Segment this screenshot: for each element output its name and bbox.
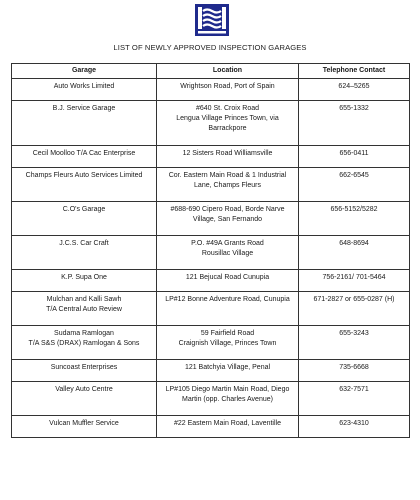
table-row	[12, 360, 410, 382]
column-header-location: Location	[157, 64, 299, 79]
telephone-cell: 662-6545	[299, 168, 410, 202]
table-row	[12, 270, 410, 292]
telephone-cell: 656-0411	[299, 146, 410, 168]
location-cell: 121 Bejucal Road Cunupia	[157, 270, 299, 292]
telephone-cell: 655-3243	[299, 326, 410, 360]
telephone-cell: 632-7571	[299, 382, 410, 416]
column-header-garage: Garage	[12, 64, 157, 79]
telephone-cell: 655-1332	[299, 101, 410, 146]
location-cell: P.O. #49A Grants Road Rousillac Village	[157, 236, 299, 270]
table-row	[12, 101, 410, 146]
column-header-telephone: Telephone Contact	[299, 64, 410, 79]
location-cell: 59 Fairfield Road Craignish Village, Princes Town	[157, 326, 299, 360]
location-cell: #640 St. Croix Road Lengua Village Princes Town, via Barrackpore	[157, 101, 299, 146]
telephone-cell: 735-6668	[299, 360, 410, 382]
document-title: LIST OF NEWLY APPROVED INSPECTION GARAGES	[113, 43, 307, 52]
table-row	[12, 416, 410, 438]
garage-cell: Cecil Moolloo T/A Cac Enterprise	[12, 146, 157, 168]
table-row	[12, 382, 410, 416]
garage-cell: Sudama Ramlogan T/A S&S (DRAX) Ramlogan & Sons	[12, 326, 157, 360]
location-cell: #22 Eastern Main Road, Laventille	[157, 416, 299, 438]
table-row	[12, 202, 410, 236]
telephone-cell: 648-8694	[299, 236, 410, 270]
table-row	[12, 168, 410, 202]
garage-cell: B.J. Service Garage	[12, 101, 157, 146]
garage-cell: Valley Auto Centre	[12, 382, 157, 416]
garage-cell: Mulchan and Kalli Sawh T/A Central Auto Review	[12, 292, 157, 326]
garage-cell: Auto Works Limited	[12, 79, 157, 101]
garage-cell: J.C.S. Car Craft	[12, 236, 157, 270]
location-cell: Cor. Eastern Main Road & 1 Industrial Lane, Champs Fleurs	[157, 168, 299, 202]
location-cell: 121 Batchyia Village, Penal	[157, 360, 299, 382]
telephone-cell: 656-5152/5282	[299, 202, 410, 236]
table-row	[12, 79, 410, 101]
garage-cell: Vulcan Muffler Service	[12, 416, 157, 438]
telephone-cell: 624–5265	[299, 79, 410, 101]
telephone-cell: 623-4310	[299, 416, 410, 438]
garages-table	[11, 63, 410, 438]
table-row	[12, 292, 410, 326]
table-row	[12, 146, 410, 168]
garage-cell: Suncoast Enterprises	[12, 360, 157, 382]
telephone-cell: 756-2161/ 701-5464	[299, 270, 410, 292]
location-cell: #688-690 Cipero Road, Borde Narve Village, San Fernando	[157, 202, 299, 236]
location-cell: 12 Sisters Road Williamsville	[157, 146, 299, 168]
stylized-wave-emblem-icon	[195, 4, 229, 36]
table-row	[12, 326, 410, 360]
garage-cell: K.P. Supa One	[12, 270, 157, 292]
location-cell: LP#105 Diego Martin Main Road, Diego Martin (opp. Charles Avenue)	[157, 382, 299, 416]
table-header-row	[12, 64, 410, 79]
garage-cell: Champs Fleurs Auto Services Limited	[12, 168, 157, 202]
location-cell: LP#12 Bonne Adventure Road, Cunupia	[157, 292, 299, 326]
location-cell: Wrightson Road, Port of Spain	[157, 79, 299, 101]
garage-cell: C.O's Garage	[12, 202, 157, 236]
table-row	[12, 236, 410, 270]
telephone-cell: 671-2827 or 655-0287 (H)	[299, 292, 410, 326]
